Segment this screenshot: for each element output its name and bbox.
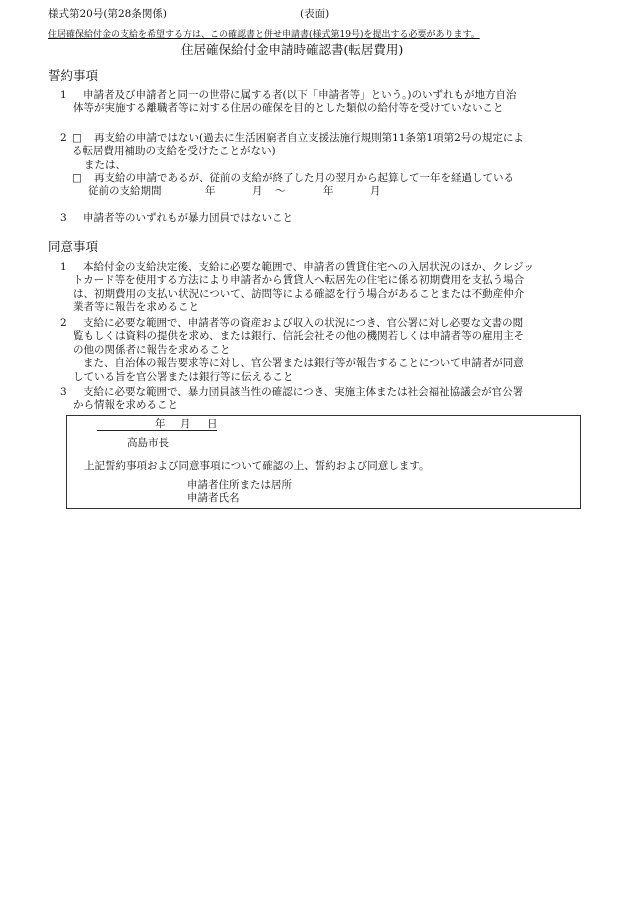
checkbox-reapplication[interactable]: □ <box>72 172 82 184</box>
period-tilde: 〜 <box>275 185 286 197</box>
consent-item2-line2: 覧もしくは資料の提供を求め、または銀行、信託会社その他の機関若しくは申請者等の雇用主そ <box>73 330 525 343</box>
oath-item3-number: 3 <box>60 212 67 224</box>
submission-notice: 住居確保給付金の支給を希望する方は、この確認書と併せ申請書(様式第19号)を提出する必要があります。 <box>48 30 480 40</box>
consent-item1-line2: トカード等を使用する方法により申請者から賃貸人へ転居先の住宅に係る初期費用を支払う場合 <box>73 274 525 287</box>
consent-item2-text <box>73 317 524 384</box>
page-title: 住居確保給付金申請時確認書(転居費用) <box>181 42 404 57</box>
consent-item2-line5: している旨を官公署または銀行等に伝えること <box>73 370 294 383</box>
oath-item2-option1-line1: 再支給の申請ではない(過去に生活困窮者自立支援法施行規則第11条第1項第2号の規定によ <box>94 132 524 144</box>
form-number: 様式第20号(第28条関係) <box>48 8 167 20</box>
oath-item1-text <box>73 89 516 116</box>
period-start-month: 月 <box>252 185 263 197</box>
oath-item3-text: 申請者等のいずれもが暴力団員ではないこと <box>83 212 293 224</box>
checkbox-first-application[interactable]: □ <box>72 132 82 144</box>
consent-item3-line2: から情報を求めること <box>73 399 178 412</box>
oath-item2-number: 2 <box>60 132 67 144</box>
applicant-address-label: 申請者住所または居所 <box>187 479 292 491</box>
oath-item2-option1 <box>72 132 524 159</box>
signature-box <box>66 415 581 509</box>
consent-item2-line1: 支給に必要な範囲で、申請者等の資産および収入の状況につき、官公署に対し必要な文書の閲 <box>83 317 524 329</box>
consent-item3-line1: 支給に必要な範囲で、暴力団員該当性の確認につき、実施主体または社会福祉協議会が官公署 <box>83 386 524 398</box>
consent-item1-line4: 業者等に報告を求めること <box>73 301 199 314</box>
oath-item2-option2: 再支給の申請であるが、従前の支給が終了した月の翌月から起算して一年を経過している <box>94 172 514 184</box>
period-start-year: 年 <box>205 185 216 197</box>
agreement-statement: 上記誓約事項および同意事項について確認の上、誓約および同意します。 <box>84 460 430 472</box>
oath-item1-line2: 体等が実施する離職者等に対する住居の確保を目的とした類似の給付等を受けていないこと <box>73 102 504 115</box>
consent-item3-number: 3 <box>60 386 67 398</box>
date-year: 年 <box>155 418 166 430</box>
consent-heading: 同意事項 <box>48 239 99 254</box>
date-day: 日 <box>207 418 218 430</box>
consent-item1-line3: は、初期費用の支払い状況について、訪問等による確認を行う場合があることまたは不動産仲介 <box>73 287 525 300</box>
date-month: 月 <box>180 418 191 430</box>
or-text: または、 <box>84 159 126 171</box>
consent-item2-line3: の他の関係者に報告を求めること <box>73 343 231 356</box>
oath-item1-number: 1 <box>60 89 67 101</box>
oath-item1-line1: 申請者及び申請者と同一の世帯に属する者(以下「申請者等」という。)のいずれもが地方自治 <box>83 89 517 101</box>
consent-item3-text <box>73 386 523 413</box>
consent-item1-number: 1 <box>60 261 67 273</box>
previous-period-label: 従前の支給期間 <box>88 185 162 197</box>
consent-item1-line1: 本給付金の支給決定後、支給に必要な範囲で、申請者の賃貸住宅への入居状況のほか、クレジッ <box>83 261 535 273</box>
applicant-name-label: 申請者氏名 <box>187 492 240 504</box>
period-end-year: 年 <box>323 185 334 197</box>
consent-item1-text <box>73 261 534 315</box>
addressee: 高島市長 <box>127 437 169 449</box>
oath-item2-option1-line2: る転居費用補助の支給を受けたことがない) <box>72 145 276 158</box>
consent-item2-number: 2 <box>60 317 67 329</box>
side-label: (表面) <box>300 8 330 20</box>
consent-item2-line4: また、自治体の報告要求等に対し、官公署または銀行等が報告することについて申請者が同意 <box>83 357 524 370</box>
oath-heading: 誓約事項 <box>48 68 99 83</box>
period-end-month: 月 <box>370 185 381 197</box>
